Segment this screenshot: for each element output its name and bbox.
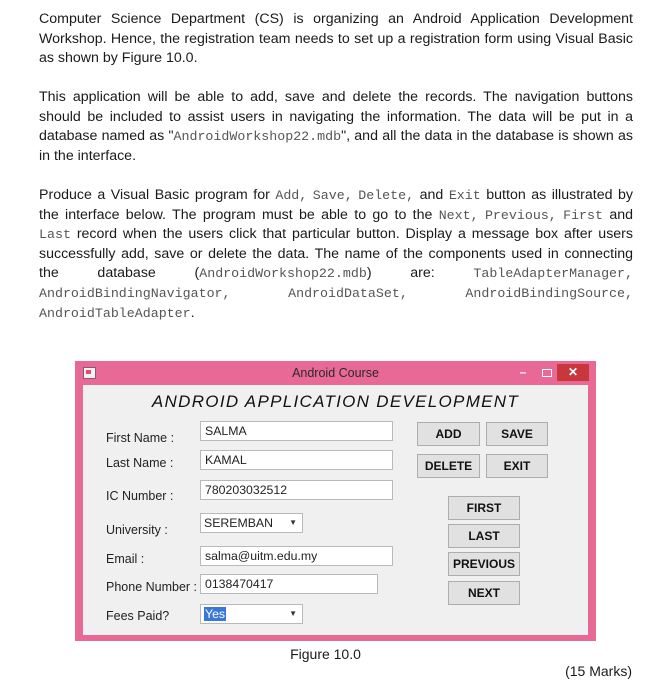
- p3-code-component-3: AndroidDataSet,: [288, 285, 408, 301]
- p2-text-1: This application will be able to add, save and delete the records. The navigation buttons should be included to assist users in navigating the information. The data will be put in a database named as ": [39, 89, 633, 145]
- p3-code-previous: Previous,: [484, 207, 557, 223]
- phone-number-label: Phone Number :: [106, 580, 198, 594]
- p3-text-2: button as illustrated by the interface below. The program must be able to go to the: [39, 187, 633, 223]
- university-value: SEREMBAN: [204, 516, 274, 530]
- p3-code-component-5: AndroidTableAdapter: [39, 305, 191, 321]
- question-paragraph-3: [39, 186, 633, 323]
- marks-label: (15 Marks): [565, 663, 632, 679]
- ic-number-label: IC Number :: [106, 489, 174, 503]
- p3-text-3: and: [603, 206, 633, 223]
- next-button[interactable]: NEXT: [448, 581, 520, 605]
- save-button[interactable]: SAVE: [486, 422, 548, 446]
- email-input[interactable]: salma@uitm.edu.my: [200, 546, 393, 566]
- close-button[interactable]: ✕: [557, 364, 589, 381]
- chevron-down-icon: ▼: [289, 518, 297, 527]
- fees-paid-value: Yes: [205, 607, 226, 621]
- previous-button[interactable]: PREVIOUS: [448, 552, 520, 576]
- fees-paid-dropdown[interactable]: [200, 604, 303, 624]
- p3-code-component-1: TableAdapterManager,: [473, 266, 633, 282]
- p3-code-delete: Delete,: [358, 188, 415, 203]
- ic-number-input[interactable]: 780203032512: [200, 480, 393, 500]
- phone-number-input[interactable]: 0138470417: [200, 574, 378, 594]
- p2-db-name: AndroidWorkshop22.mdb: [173, 129, 342, 145]
- p3-code-exit: Exit: [448, 188, 481, 203]
- p3-text-and: and: [414, 187, 449, 203]
- form-window: [75, 361, 596, 641]
- p3-code-save: Save,: [312, 188, 353, 203]
- p3-text-4: record when the users click that particular button. Display a message box after users successfully add, save or delete the data. The name of the components used in connecting the database (: [39, 226, 633, 282]
- last-name-label: Last Name :: [106, 456, 174, 470]
- maximize-icon: [542, 369, 552, 377]
- question-paragraph-1: Computer Science Department (CS) is organizing an Android Application Development Workshop. Hence, the registration team needs to set up a registration form using Visual Basic as shown by Figure 10.0.: [39, 11, 633, 67]
- question-paragraph-2: [39, 88, 633, 166]
- form-client-area: [83, 385, 588, 635]
- p3-text-5: ) are:: [366, 265, 474, 282]
- p3-text-1: Produce a Visual Basic program for: [39, 187, 276, 203]
- p2-text-2: ", and all the data in the database is shown as in the interface.: [39, 128, 634, 164]
- p3-code-component-2: AndroidBindingNavigator,: [39, 285, 231, 301]
- delete-button[interactable]: DELETE: [417, 454, 480, 478]
- window-title: Android Course: [292, 366, 379, 380]
- exit-button[interactable]: EXIT: [486, 454, 548, 478]
- p3-code-first: First: [563, 207, 603, 223]
- fees-paid-label: Fees Paid?: [106, 609, 170, 623]
- last-name-input[interactable]: KAMAL: [200, 450, 393, 470]
- p3-code-add: Add,: [275, 188, 308, 203]
- figure-caption: Figure 10.0: [290, 646, 361, 662]
- p3-db-name: AndroidWorkshop22.mdb: [199, 266, 367, 282]
- maximize-button[interactable]: [537, 364, 557, 381]
- last-button[interactable]: LAST: [448, 524, 520, 548]
- p3-code-component-4: AndroidBindingSource,: [465, 285, 633, 301]
- add-button[interactable]: ADD: [417, 422, 480, 446]
- title-bar[interactable]: [75, 361, 596, 385]
- form-heading: ANDROID APPLICATION DEVELOPMENT: [151, 392, 520, 411]
- first-name-label: First Name :: [106, 431, 175, 445]
- p3-code-next: Next,: [438, 207, 479, 223]
- p3-code-last: Last: [39, 227, 71, 243]
- university-dropdown[interactable]: [200, 513, 303, 533]
- chevron-down-icon: ▼: [289, 609, 297, 618]
- minimize-button[interactable]: –: [519, 365, 527, 379]
- email-label: Email :: [106, 552, 145, 566]
- first-button[interactable]: FIRST: [448, 496, 520, 520]
- p3-text-6: .: [190, 304, 195, 321]
- first-name-input[interactable]: SALMA: [200, 421, 393, 441]
- university-label: University :: [106, 523, 168, 537]
